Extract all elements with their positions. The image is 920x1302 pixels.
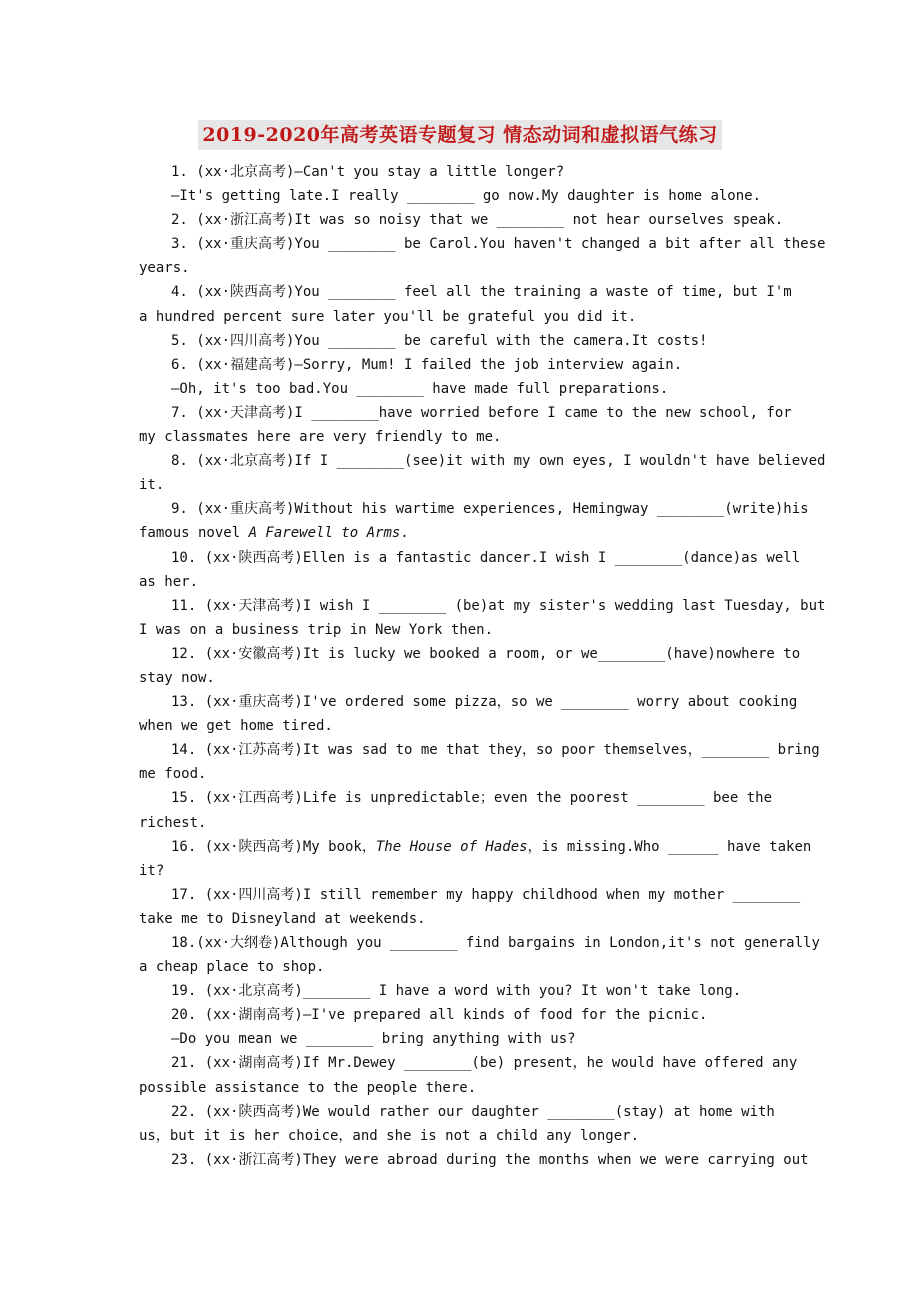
question-20-line-2: —Do you mean we ________ bring anything with us? bbox=[171, 1031, 576, 1048]
question-18-line-2: a cheap place to shop. bbox=[139, 959, 325, 976]
question-8-line-2: it. bbox=[139, 477, 165, 494]
question-13-line-2: when we get home tired. bbox=[139, 718, 333, 735]
question-4-line-2: a hundred percent sure later you'll be grateful you did it. bbox=[139, 308, 637, 325]
question-6-line-2: —Oh, it's too bad.You ________ have made full preparations. bbox=[171, 380, 669, 397]
question-16-text: 16. (xx·陕西高考)My book， bbox=[171, 838, 376, 855]
question-22-line-1: 22. (xx·陕西高考)We would rather our daughter ________(stay) at home with bbox=[171, 1103, 775, 1120]
question-12-line-2: stay now. bbox=[139, 669, 215, 686]
question-15-line-1: 15. (xx·江西高考)Life is unpredictable；even the poorest ________ bee the bbox=[171, 790, 773, 807]
question-18-line-1: 18.(xx·大纲卷)Although you ________ find bargains in London,it's not generally bbox=[171, 935, 820, 951]
question-3-line-2: years. bbox=[139, 260, 190, 277]
question-12-line-1: 12. (xx·安徽高考)It is lucky we booked a room, or we________(have)nowhere to bbox=[171, 645, 801, 662]
exercise-list bbox=[139, 160, 829, 1172]
question-2: 2. (xx·浙江高考)It was so noisy that we ________ not hear ourselves speak. bbox=[171, 212, 784, 229]
document-title: 2019-2020年高考英语专题复习 情态动词和虚拟语气练习 bbox=[198, 120, 721, 150]
question-21-line-1: 21. (xx·湖南高考)If Mr.Dewey ________(be) present，he would have offered any bbox=[171, 1055, 798, 1072]
question-9-period: . bbox=[400, 525, 409, 542]
question-13-line-1: 13. (xx·重庆高考)I've ordered some pizza，so we ________ worry about cooking bbox=[171, 694, 798, 711]
question-5: 5. (xx·四川高考)You ________ be careful with the camera.It costs! bbox=[171, 332, 708, 349]
question-15-line-2: richest. bbox=[139, 814, 207, 831]
question-11-line-1: 11. (xx·天津高考)I wish I ________ (be)at my sister's wedding last Tuesday, but bbox=[171, 597, 826, 614]
question-9-line-1: 9. (xx·重庆高考)Without his wartime experiences, Hemingway ________(write)his bbox=[171, 501, 809, 518]
question-14-line-1: 14. (xx·江苏高考)It was sad to me that they，so poor themselves，________ bring bbox=[171, 742, 820, 759]
question-10-line-2: as her. bbox=[139, 573, 199, 590]
book-title-farewell: A Farewell to Arms bbox=[248, 525, 401, 542]
question-11-line-2: I was on a business trip in New York then. bbox=[139, 621, 494, 638]
question-1-line-2: —It's getting late.I really ________ go now.My daughter is home alone. bbox=[171, 188, 762, 205]
question-10-line-1: 10. (xx·陕西高考)Ellen is a fantastic dancer.I wish I ________(dance)as well bbox=[171, 549, 801, 566]
question-3-line-1: 3. (xx·重庆高考)You ________ be Carol.You haven't changed a bit after all these bbox=[171, 236, 826, 253]
question-19: 19. (xx·北京高考)________ I have a word with you? It won't take long. bbox=[171, 983, 742, 1000]
question-22-line-2: us，but it is her choice，and she is not a child any longer. bbox=[139, 1127, 640, 1144]
question-4-line-1: 4. (xx·陕西高考)You ________ feel all the training a waste of time, but I'm bbox=[171, 284, 792, 301]
question-6-line-1: 6. (xx·福建高考)—Sorry, Mum! I failed the job interview again. bbox=[171, 356, 683, 373]
question-9-line-2 bbox=[139, 521, 829, 545]
question-17-line-1: 17. (xx·四川高考)I still remember my happy childhood when my mother ________ bbox=[171, 886, 801, 903]
question-8-line-1: 8. (xx·北京高考)If I ________(see)it with my own eyes, I wouldn't have believed bbox=[171, 453, 826, 470]
question-20-line-1: 20. (xx·湖南高考)—I've prepared all kinds of food for the picnic. bbox=[171, 1007, 708, 1024]
title-container bbox=[0, 120, 920, 150]
question-21-line-2: possible assistance to the people there. bbox=[139, 1079, 477, 1096]
question-14-line-2: me food. bbox=[139, 766, 207, 783]
question-17-line-2: take me to Disneyland at weekends. bbox=[139, 910, 426, 927]
question-7-line-1: 7. (xx·天津高考)I ________have worried before I came to the new school, for bbox=[171, 404, 792, 421]
question-16-line-2: it? bbox=[139, 862, 165, 879]
book-title-hades: The House of Hades bbox=[375, 838, 528, 855]
question-16-rest: ，is missing.Who ______ have taken bbox=[527, 838, 812, 855]
question-9-text: famous novel bbox=[139, 525, 249, 542]
question-23-line-1: 23. (xx·浙江高考)They were abroad during the months when we were carrying out bbox=[171, 1151, 809, 1168]
question-1-line-1: 1. (xx·北京高考)—Can't you stay a little longer? bbox=[171, 164, 565, 180]
question-7-line-2: my classmates here are very friendly to me. bbox=[139, 429, 502, 446]
question-16-line-1 bbox=[139, 835, 829, 859]
